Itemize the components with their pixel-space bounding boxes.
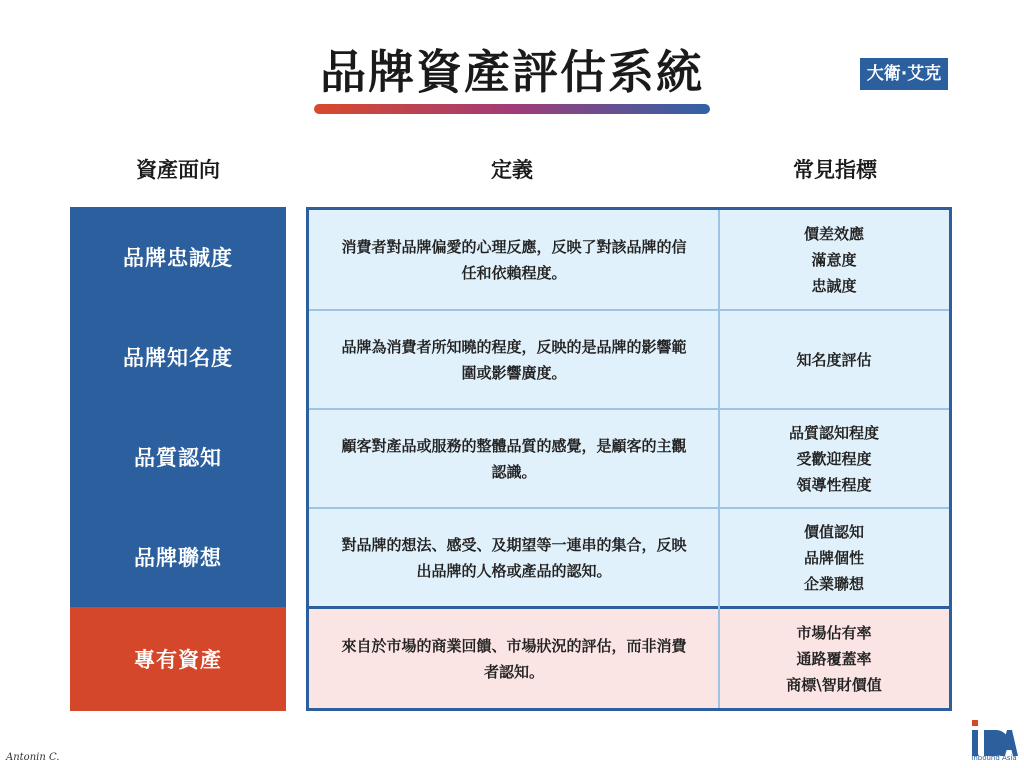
page-title: 品牌資產評估系統 [320,45,704,99]
indicator-cell [719,311,949,408]
aspect-cell: 品牌聯想 [70,507,286,607]
definition-cell: 來自於市場的商業回饋、市場狀況的評估，而非消費者認知。 [341,636,687,681]
indicator-item: 領導性程度 [796,475,872,494]
indicator-item: 價差效應 [803,224,864,243]
indicator-item: 知名度評估 [796,350,872,369]
aspect-cell: 品牌忠誠度 [70,207,286,307]
title-underline [314,104,710,114]
indicator-item: 滿意度 [811,250,857,269]
definition-cell: 消費者對品牌偏愛的心理反應，反映了對該品牌的信任和依賴程度。 [341,237,687,282]
aspect-cell: 品質認知 [70,407,286,507]
logo-caption: Inbound Asia [971,754,1017,762]
indicator-cell [719,609,949,708]
table-row [309,509,949,606]
table-row [309,210,949,309]
header-aspect: 資產面向 [136,158,220,182]
indicator-item: 企業聯想 [803,574,864,593]
aspect-cell: 品牌知名度 [70,307,286,407]
aspect-column [70,207,286,711]
header-definition: 定義 [491,158,533,182]
indicator-cell [719,210,949,309]
indicator-cell [719,410,949,507]
column-divider [718,210,720,708]
definition-table [306,207,952,711]
author-badge: 大衛·艾克 [860,58,948,90]
table-row [309,609,949,708]
aspect-cell: 專有資產 [70,607,286,711]
indicator-item: 通路覆蓋率 [796,649,872,668]
indicator-item: 忠誠度 [811,276,857,295]
definition-cell: 對品牌的想法、感受、及期望等一連串的集合，反映出品牌的人格或產品的認知。 [341,535,687,580]
definition-cell: 顧客對產品或服務的整體品質的感覺，是顧客的主觀認識。 [341,436,687,481]
definition-cell: 品牌為消費者所知曉的程度，反映的是品牌的影響範圍或影響廣度。 [341,337,687,382]
indicator-item: 市場佔有率 [796,623,872,642]
indicator-item: 價值認知 [803,522,864,541]
signature: Antonin C. [6,752,60,763]
table-row [309,410,949,507]
indicator-item: 品質認知程度 [788,423,879,442]
indicator-item: 受歡迎程度 [796,449,872,468]
header-indicators: 常見指標 [793,158,877,182]
indicator-item: 品牌個性 [803,548,864,567]
table-row [309,311,949,408]
indicator-item: 商標\智財價值 [786,675,882,694]
indicator-cell [719,509,949,606]
